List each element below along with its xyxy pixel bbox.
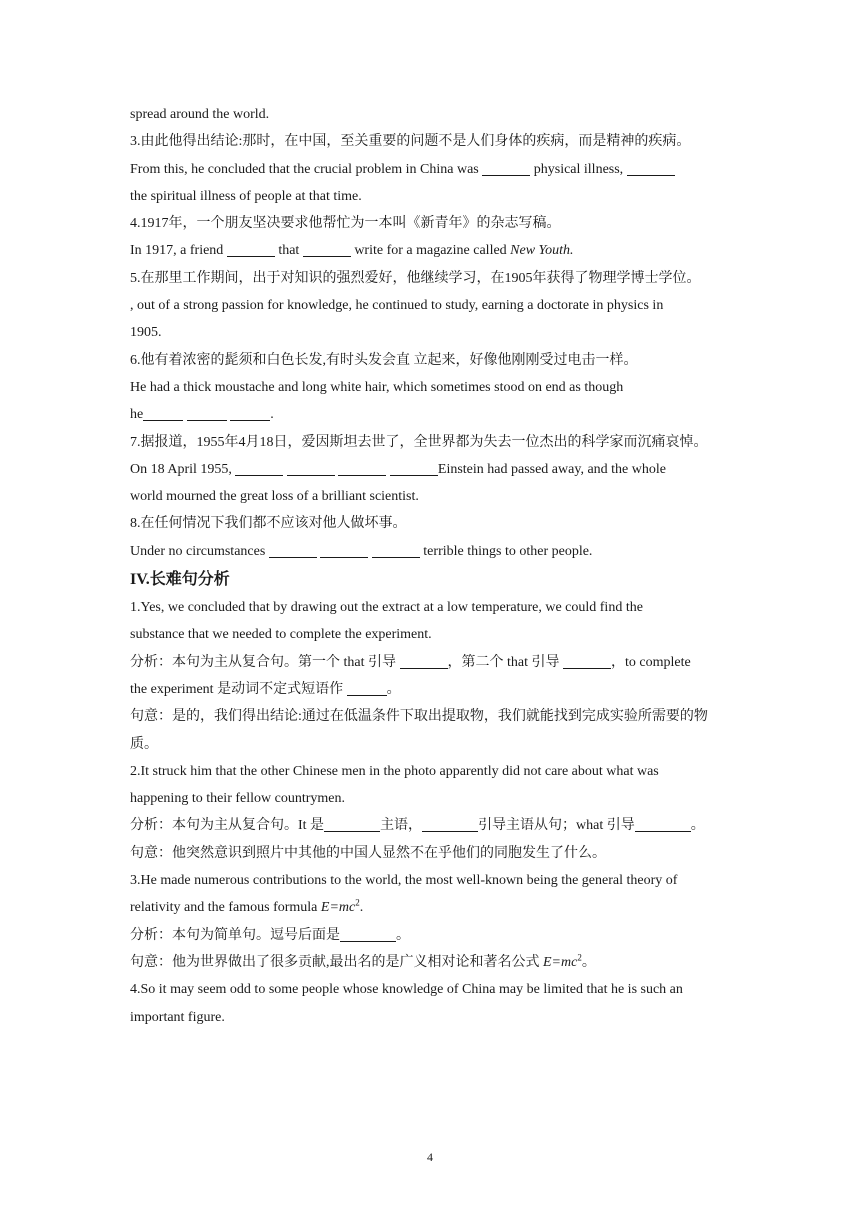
sentence-1: 1.Yes, we concluded that by drawing out the extract at a low temperature, we could find the	[130, 600, 643, 616]
question-8-english: Under no circumstances terrible things to other people.	[130, 543, 593, 559]
fill-blank[interactable]	[303, 242, 351, 257]
fill-blank[interactable]	[372, 543, 420, 558]
analysis-3: 分析：本句为简单句。逗号后面是 。	[130, 927, 410, 943]
sentence-2: 2.It struck him that the other Chinese men in the photo apparently did not care about what was	[130, 763, 659, 779]
fill-blank[interactable]	[187, 406, 227, 421]
fill-blank[interactable]	[235, 461, 283, 476]
text-line: the spiritual illness of people at that time.	[130, 188, 362, 204]
sentence-4: 4.So it may seem odd to some people whose knowledge of China may be limited that he is such an	[130, 982, 683, 998]
question-4-english: In 1917, a friend that write for a magazine called New Youth.	[130, 243, 574, 259]
fill-blank[interactable]	[269, 543, 317, 558]
meaning-2: 句意：他突然意识到照片中其他的中国人显然不在乎他们的同胞发生了什么。	[130, 845, 606, 861]
fill-blank[interactable]	[338, 461, 386, 476]
fill-blank[interactable]	[227, 242, 275, 257]
fill-blank[interactable]	[422, 817, 478, 832]
question-8-chinese: 8.在任何情况下我们都不应该对他人做坏事。	[130, 516, 407, 532]
fill-blank[interactable]	[320, 543, 368, 558]
question-6-english: He had a thick moustache and long white hair, which sometimes stood on end as though	[130, 379, 624, 395]
section-heading: IV.长难句分析	[130, 571, 230, 589]
fill-blank[interactable]	[324, 817, 380, 832]
text-line: relativity and the famous formula $E=mc^2$.	[130, 897, 364, 916]
meaning-3: 句意：他为世界做出了很多贡献,最出名的是广义相对论和著名公式 $E=mc^2$。	[130, 952, 596, 970]
fill-blank[interactable]	[340, 927, 396, 942]
text-line: happening to their fellow countrymen.	[130, 791, 345, 807]
analysis-1: 分析：本句为主从复合句。第一个 that 引导 ，第二个 that 引导 ，to complete	[130, 654, 691, 670]
question-3-english: From this, he concluded that the crucial problem in China was physical illness,	[130, 156, 730, 183]
fill-blank[interactable]	[627, 161, 675, 176]
fill-blank[interactable]	[400, 654, 448, 669]
sentence-3: 3.He made numerous contributions to the world, the most well-known being the general theory of	[130, 873, 678, 889]
question-3-chinese: 3.由此他得出结论:那时，在中国，至关重要的问题不是人们身体的疾病，而是精神的疾病。	[130, 134, 691, 150]
analysis-1-cont: the experiment 是动词不定式短语作 。	[130, 681, 401, 697]
text-line: 1905.	[130, 325, 162, 341]
fill-blank[interactable]	[390, 461, 438, 476]
text-line: spread around the world.	[130, 107, 270, 122]
fill-blank[interactable]	[482, 161, 530, 176]
analysis-2: 分析：本句为主从复合句。It 是 主语， 引导主语从句；what 引导 。	[130, 818, 705, 834]
text-line: world mourned the great loss of a brilliant scientist.	[130, 489, 419, 505]
fill-blank[interactable]	[635, 817, 691, 832]
fill-blank[interactable]	[563, 654, 611, 669]
question-5-chinese: 5.在那里工作期间，出于对知识的强烈爱好，他继续学习，在1905年获得了物理学博士学位。	[130, 270, 701, 286]
question-5-english: , out of a strong passion for knowledge, he continued to study, earning a doctorate in physics in	[130, 298, 664, 314]
text-line: substance that we needed to complete the experiment.	[130, 627, 432, 643]
question-7-english: On 18 April 1955, Einstein had passed away, and the whole	[130, 461, 666, 477]
page-content	[130, 101, 730, 1031]
question-6-blanks: he .	[130, 407, 274, 423]
question-6-chinese: 6.他有着浓密的髭须和白色长发,有时头发会直 立起来，好像他刚刚受过电击一样。	[130, 352, 638, 368]
meaning-1: 句意：是的，我们得出结论:通过在低温条件下取出提取物，我们就能找到完成实验所需要的物质。	[130, 709, 708, 752]
page-number: 4	[427, 1150, 433, 1164]
fill-blank[interactable]	[287, 461, 335, 476]
question-4-chinese: 4.1917年，一个朋友坚决要求他帮忙为一本叫《新青年》的杂志写稿。	[130, 216, 561, 232]
fill-blank[interactable]	[230, 406, 270, 421]
fill-blank[interactable]	[143, 406, 183, 421]
text-line: important figure.	[130, 1009, 225, 1025]
question-7-chinese: 7.据报道，1955年4月18日，爱因斯坦去世了，全世界都为失去一位杰出的科学家而沉痛哀悼。	[130, 434, 708, 450]
fill-blank[interactable]	[347, 681, 387, 696]
